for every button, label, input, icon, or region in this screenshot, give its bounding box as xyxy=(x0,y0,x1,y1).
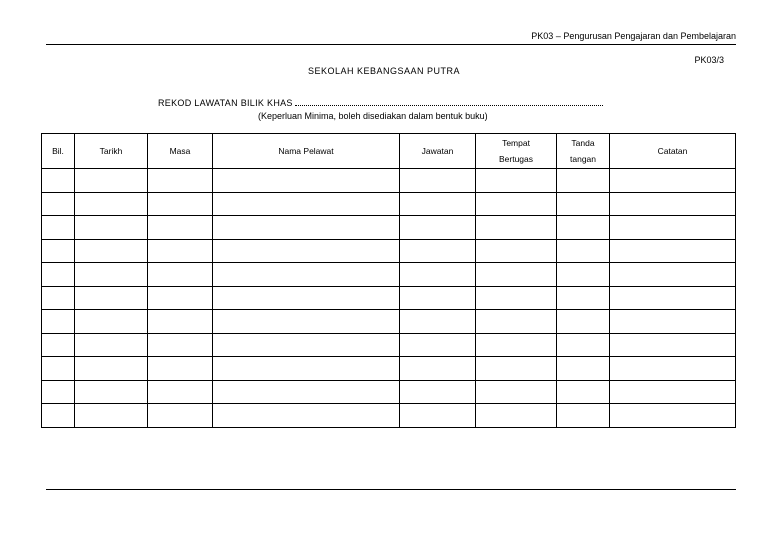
table-cell xyxy=(557,357,610,381)
table-cell xyxy=(75,169,148,193)
table-cell xyxy=(610,404,736,428)
table-cell xyxy=(400,357,476,381)
record-title: REKOD LAWATAN BILIK KHAS xyxy=(158,98,293,108)
table-cell xyxy=(148,380,213,404)
table-row xyxy=(42,310,736,334)
table-cell xyxy=(213,310,400,334)
table-cell xyxy=(400,239,476,263)
table-cell xyxy=(400,169,476,193)
table-cell xyxy=(213,239,400,263)
table-cell xyxy=(476,286,557,310)
column-header-line1: Masa xyxy=(169,146,191,156)
column-header-line1: Tanda xyxy=(571,138,595,148)
header-title: Pengurusan Pengajaran dan Pembelajaran xyxy=(563,31,736,41)
table-cell xyxy=(557,380,610,404)
table-cell xyxy=(42,333,75,357)
table-row xyxy=(42,192,736,216)
table-header-row xyxy=(42,134,736,169)
table-cell xyxy=(476,404,557,428)
table-row xyxy=(42,380,736,404)
table-cell xyxy=(610,216,736,240)
table-cell xyxy=(75,310,148,334)
table-cell xyxy=(476,192,557,216)
document-header xyxy=(531,31,736,41)
table-cell xyxy=(400,216,476,240)
table-cell xyxy=(610,333,736,357)
table-row xyxy=(42,263,736,287)
table-cell xyxy=(148,333,213,357)
table-cell xyxy=(75,239,148,263)
table-cell xyxy=(557,216,610,240)
table-row xyxy=(42,216,736,240)
table-cell xyxy=(400,286,476,310)
table-cell xyxy=(213,286,400,310)
table-cell xyxy=(75,357,148,381)
table-cell xyxy=(610,192,736,216)
table-cell xyxy=(42,192,75,216)
table-cell xyxy=(476,216,557,240)
table-row xyxy=(42,169,736,193)
table-cell xyxy=(610,286,736,310)
table-cell xyxy=(75,333,148,357)
table-cell xyxy=(148,192,213,216)
column-header xyxy=(400,134,476,169)
table-body xyxy=(42,169,736,428)
column-header-line1: Tempat xyxy=(502,138,530,148)
visit-log-table xyxy=(41,133,736,428)
table-cell xyxy=(610,380,736,404)
table-cell xyxy=(148,357,213,381)
table-cell xyxy=(75,286,148,310)
table-cell xyxy=(557,310,610,334)
school-name: SEKOLAH KEBANGSAAN PUTRA xyxy=(307,66,461,76)
table-cell xyxy=(610,263,736,287)
table-cell xyxy=(476,263,557,287)
table-cell xyxy=(476,333,557,357)
table-cell xyxy=(557,263,610,287)
column-header-line2: Bertugas xyxy=(498,154,534,164)
table-row xyxy=(42,357,736,381)
table-cell xyxy=(557,404,610,428)
table-row xyxy=(42,333,736,357)
column-header xyxy=(557,134,610,169)
table-cell xyxy=(213,216,400,240)
table-cell xyxy=(75,404,148,428)
table-cell xyxy=(476,310,557,334)
table-cell xyxy=(42,263,75,287)
table-cell xyxy=(557,192,610,216)
table-cell xyxy=(476,239,557,263)
table-cell xyxy=(557,239,610,263)
table-cell xyxy=(213,169,400,193)
table-cell xyxy=(400,333,476,357)
table-cell xyxy=(400,310,476,334)
table-cell xyxy=(42,169,75,193)
table-cell xyxy=(42,286,75,310)
column-header xyxy=(148,134,213,169)
column-header-line1: Catatan xyxy=(657,146,688,156)
column-header-line1: Bil. xyxy=(52,146,64,156)
table-cell xyxy=(42,404,75,428)
column-header xyxy=(610,134,736,169)
table-cell xyxy=(213,333,400,357)
table-row xyxy=(42,239,736,263)
table-cell xyxy=(42,357,75,381)
table-cell xyxy=(75,192,148,216)
table-cell xyxy=(476,357,557,381)
table-cell xyxy=(42,216,75,240)
table-row xyxy=(42,404,736,428)
footer-rule xyxy=(46,489,736,490)
table-cell xyxy=(148,263,213,287)
table-cell xyxy=(213,380,400,404)
header-separator: – xyxy=(555,31,561,41)
table-cell xyxy=(42,380,75,404)
table-row xyxy=(42,286,736,310)
column-header-line1: Tarikh xyxy=(99,146,123,156)
column-header-line1: Nama Pelawat xyxy=(278,146,334,156)
table-cell xyxy=(557,169,610,193)
table-cell xyxy=(148,216,213,240)
table-cell xyxy=(400,192,476,216)
table-cell xyxy=(42,310,75,334)
record-note: (Keperluan Minima, boleh disediakan dalam bentuk buku) xyxy=(258,111,488,121)
table-cell xyxy=(213,357,400,381)
fill-in-dotted-line xyxy=(295,98,603,106)
table-cell xyxy=(148,239,213,263)
table-cell xyxy=(213,192,400,216)
table-cell xyxy=(148,404,213,428)
table-cell xyxy=(75,380,148,404)
column-header xyxy=(213,134,400,169)
table-cell xyxy=(476,169,557,193)
form-code: PK03/3 xyxy=(694,55,724,65)
table-cell xyxy=(75,216,148,240)
table-cell xyxy=(400,404,476,428)
table-cell xyxy=(476,380,557,404)
column-header-line1: Jawatan xyxy=(421,146,454,156)
column-header-line2: tangan xyxy=(570,154,596,164)
header-rule xyxy=(46,44,736,45)
column-header xyxy=(75,134,148,169)
column-header xyxy=(476,134,557,169)
table-cell xyxy=(400,263,476,287)
table-cell xyxy=(75,263,148,287)
table-cell xyxy=(148,310,213,334)
table-cell xyxy=(557,286,610,310)
table-cell xyxy=(213,404,400,428)
table-cell xyxy=(610,239,736,263)
table-cell xyxy=(400,380,476,404)
table-cell xyxy=(213,263,400,287)
table-cell xyxy=(42,239,75,263)
table-cell xyxy=(148,286,213,310)
table-cell xyxy=(610,310,736,334)
table-cell xyxy=(610,169,736,193)
record-title-line xyxy=(158,98,603,108)
header-code: PK03 xyxy=(531,31,554,41)
table-cell xyxy=(557,333,610,357)
column-header xyxy=(42,134,75,169)
table-cell xyxy=(148,169,213,193)
table-cell xyxy=(610,357,736,381)
